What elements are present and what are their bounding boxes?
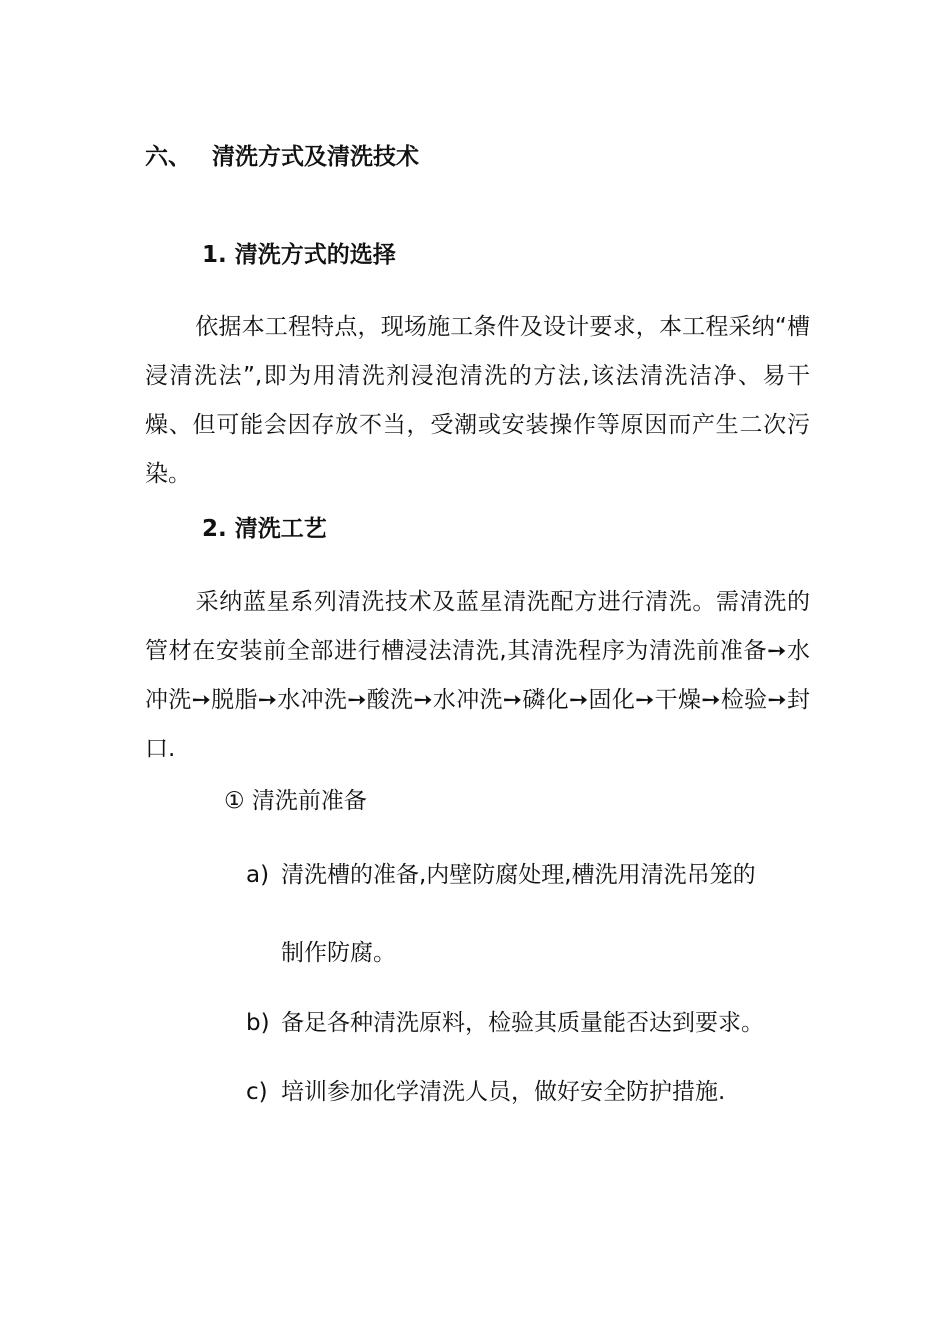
section-title: 清洗方式及清洗技术: [212, 144, 419, 170]
list-item-b-line1: 备足各种清洗原料，检验其质量能否达到要求。: [281, 1010, 764, 1036]
subsection-heading-2: 2. 清洗工艺: [202, 516, 327, 542]
paragraph-2-text: 采纳蓝星系列清洗技术及蓝星清洗配方进行清洗。需清洗的管材在安装前全部进行槽浸法清洗,其清洗程序为清洗前准备➙水冲洗➙脱脂➙水冲洗➙酸洗➙水冲洗➙磷化➙固化➙干燥➙检验➙封口.: [145, 589, 810, 762]
list-item-a-marker: a): [246, 862, 270, 888]
paragraph-1-text: 依据本工程特点，现场施工条件及设计要求，本工程采纳“槽浸清洗法”,即为用清洗剂浸泡清洗的方法,该法清洗洁净、易干燥、但可能会因存放不当，受潮或安装操作等原因而产生二次污染。: [145, 314, 810, 487]
paragraph-2: [145, 578, 810, 774]
list-item-c-marker: c): [246, 1079, 268, 1105]
list-item-b-marker: b): [246, 1010, 270, 1036]
list-item-a-line2: 制作防腐。: [281, 940, 396, 966]
subsection-heading-1: 1. 清洗方式的选择: [202, 242, 396, 268]
list-item-c-line1: 培训参加化学清洗人员，做好安全防护措施.: [281, 1079, 726, 1105]
list-item-a-line1: 清洗槽的准备,内壁防腐处理,槽洗用清洗吊笼的: [281, 862, 756, 888]
section-number: 六、: [145, 144, 191, 170]
step-1-label: ① 清洗前准备: [224, 788, 367, 814]
paragraph-1: [145, 303, 810, 499]
